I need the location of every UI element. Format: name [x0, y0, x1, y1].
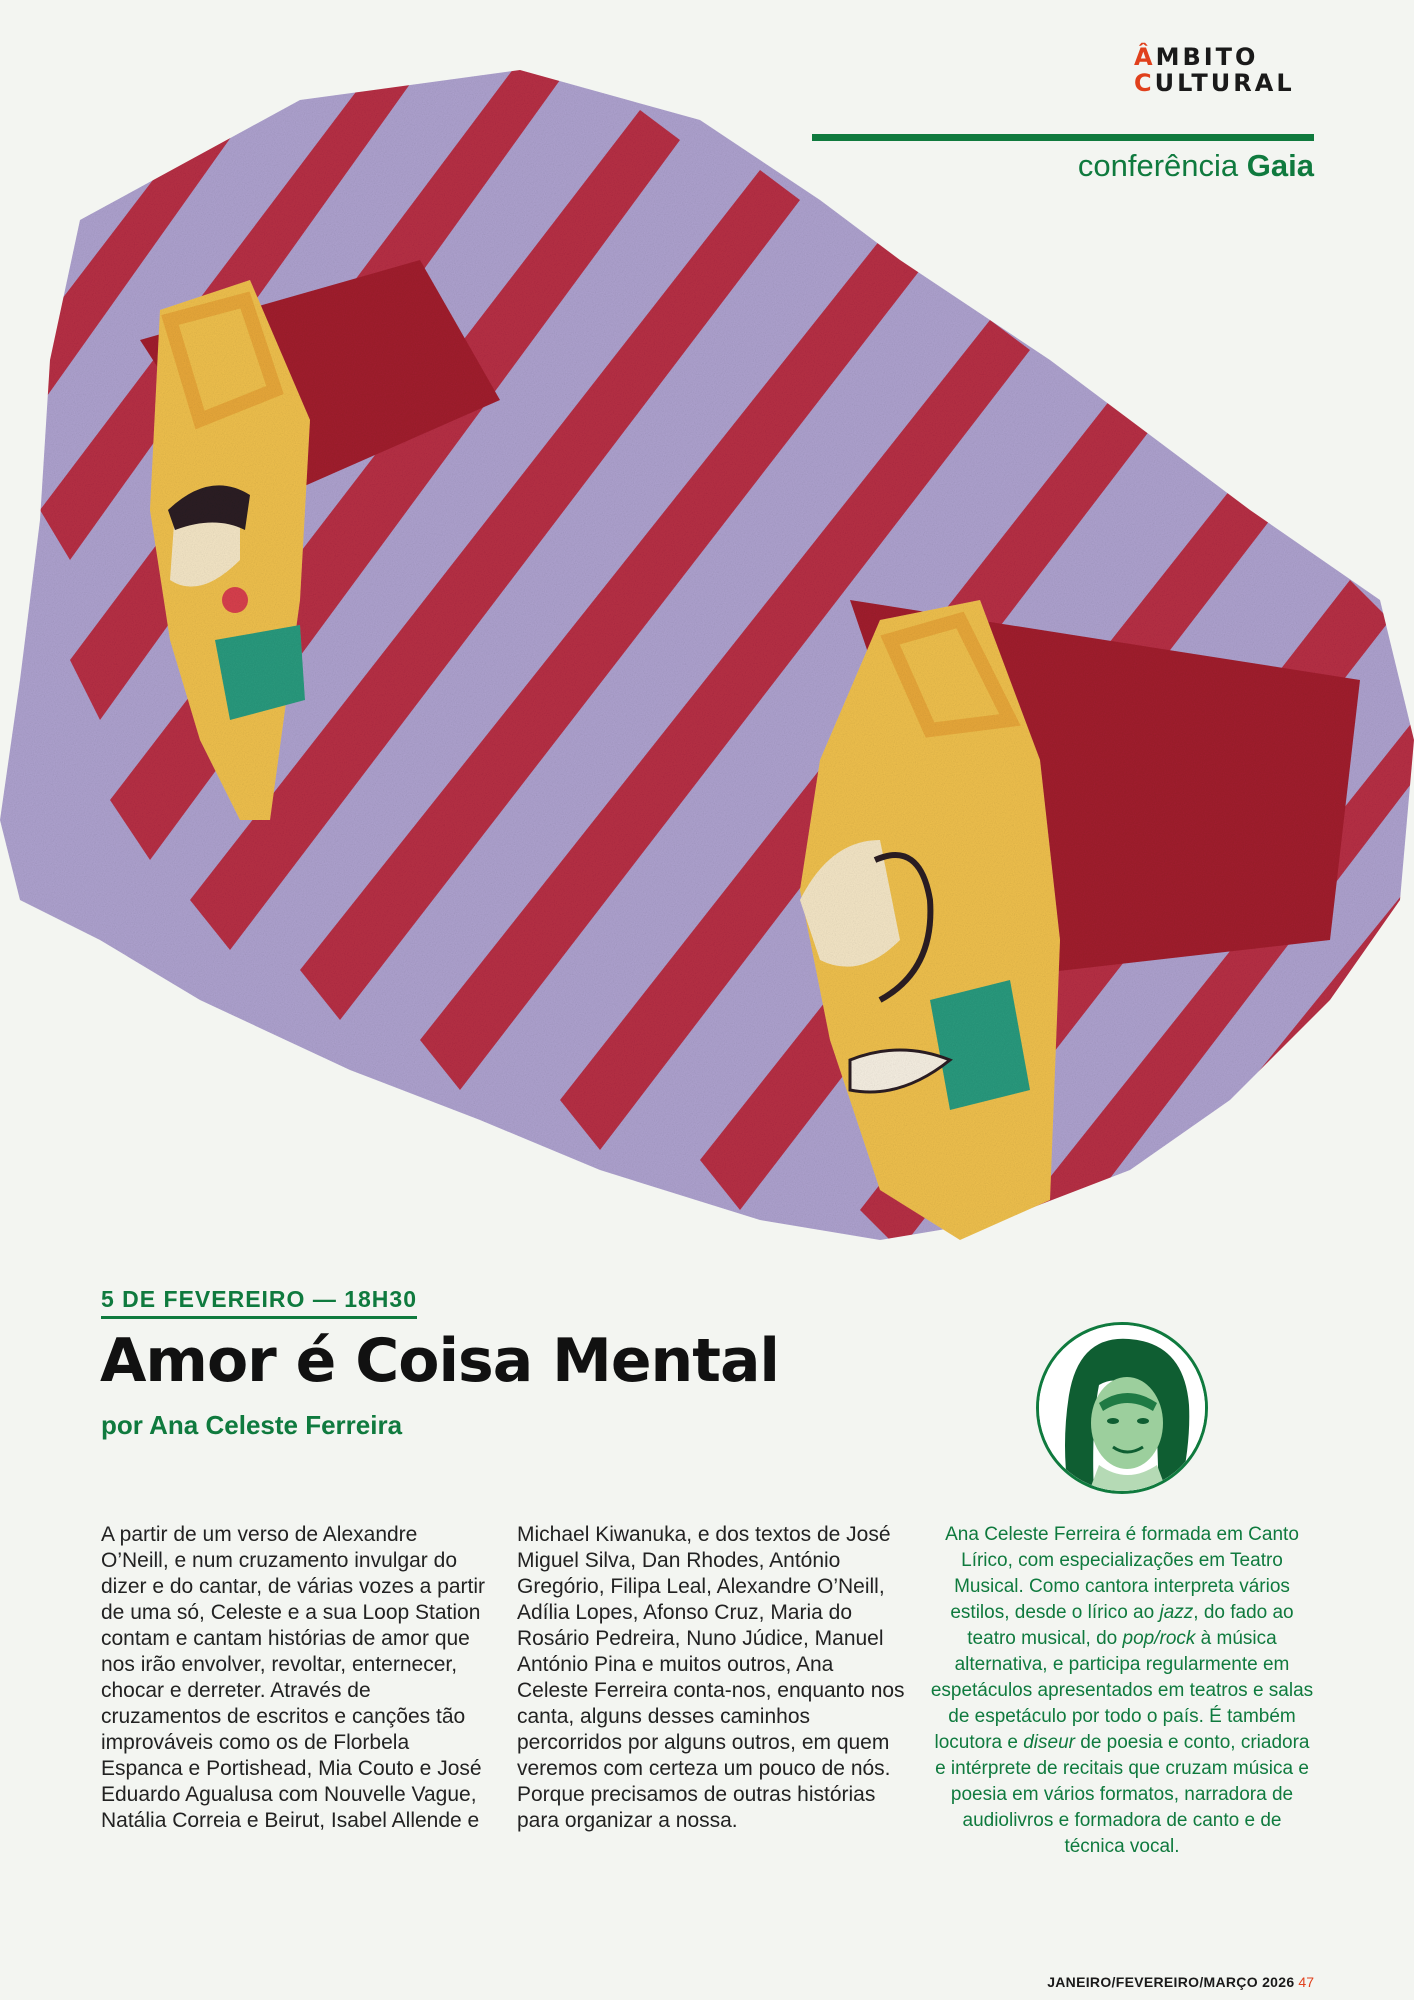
bio-text-4: de poesia e conto, criadora e intérprete de recitais que cruzam música e poesia em vários formatos, narradora de audiolivros e formadora de canto e de técnica vocal. — [935, 1732, 1310, 1857]
illustration-two-figures-reading — [0, 40, 1414, 1330]
author-bio — [930, 1522, 1314, 1860]
logo-text-2: ULTURAL — [1154, 69, 1295, 97]
logo-accent-letter-a: Â — [1134, 43, 1156, 71]
section-city: Gaia — [1246, 148, 1314, 183]
author-portrait — [1036, 1322, 1208, 1494]
bio-text-3: à música alternativa, e participa regularmente em espetáculos apresentados em teatros e salas de espetáculo por todo o país. É também locutora e — [930, 1628, 1314, 1753]
article-column-2: Michael Kiwanuka, e dos textos de José Miguel Silva, Dan Rhodes, António Gregório, Filipa Leal, Alexandre O’Neill, Adília Lopes, Afonso Cruz, Maria do Rosário Pedreira, Nuno Júdice, Manuel António Pina e muitos outros, Ana Celeste Ferreira conta-nos, enquanto nos canta, alguns desses caminhos percorridos por alguns outros, em quem veremos com certeza um pouco de nós. Porque precisamos de outras histórias para organizar a nossa. — [517, 1523, 905, 1832]
logo-text-1: MBITO — [1155, 43, 1259, 71]
article-title: Amor é Coisa Mental — [100, 1326, 779, 1396]
event-date-time: 5 DE FEVEREIRO — 18H30 — [101, 1286, 417, 1319]
article-byline: por Ana Celeste Ferreira — [101, 1410, 403, 1440]
portrait-photo — [1039, 1325, 1208, 1494]
bio-emphasis-diseur: diseur — [1023, 1732, 1075, 1753]
article-column-1: A partir de um verso de Alexandre O’Neill, e num cruzamento invulgar do dizer e do cantar, de várias vozes a partir de uma só, Celeste e a sua Loop Station contam e cantam histórias de amor que nos irão envolver, revoltar, enternecer, chocar e derreter. Através de cruzamentos de escritos e canções tão improváveis como os de Florbela Espanca e Portishead, Mia Couto e José Eduardo Agualusa com Nouvelle Vague, Natália Correia e Beirut, Isabel Allende e — [101, 1523, 486, 1832]
bio-text-1: Ana Celeste Ferreira é formada em Canto Lírico, com especializações em Teatro Musical. Como cantora interpreta vários estilos, desde o lírico ao — [945, 1524, 1299, 1623]
page-footer — [1047, 1974, 1314, 1990]
bio-emphasis-jazz: jazz — [1159, 1602, 1194, 1623]
page-number: 47 — [1298, 1974, 1314, 1990]
bio-text-2: , do fado ao teatro musical, do — [967, 1602, 1294, 1649]
section-prefix: conferência — [1077, 148, 1239, 183]
bio-emphasis-pop-rock: pop/rock — [1122, 1628, 1196, 1649]
footer-issue: JANEIRO/FEVEREIRO/MARÇO 2026 — [1047, 1974, 1295, 1990]
logo-accent-letter-c: C — [1134, 69, 1155, 97]
